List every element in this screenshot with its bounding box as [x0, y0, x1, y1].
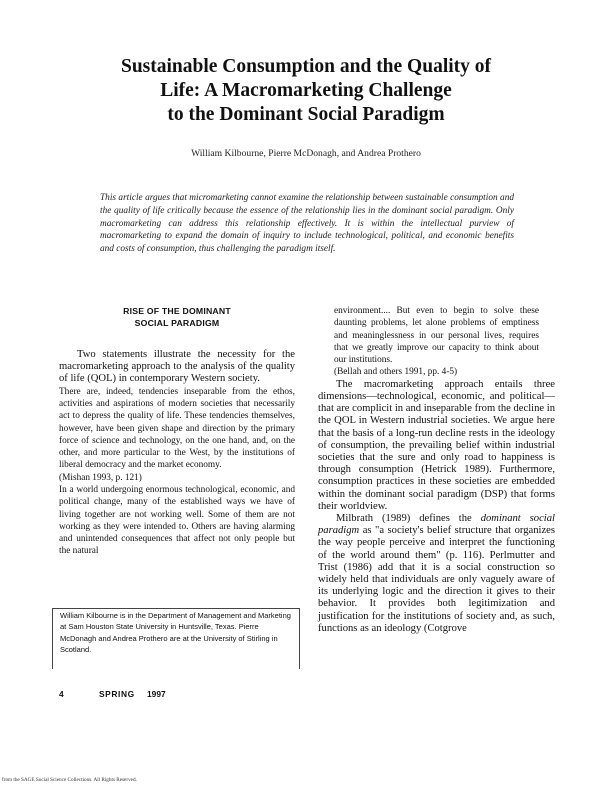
copyright-notice: from the SAGE Social Science Collections. All Rights Reserved. [2, 777, 137, 783]
left-column [59, 305, 295, 558]
issue-year: 1997 [147, 689, 166, 699]
page-footer [59, 689, 166, 699]
title-line: to the Dominant Social Paradigm [167, 104, 445, 126]
article-authors: William Kilbourne, Pierre McDonagh, and Andrea Prothero [191, 148, 421, 159]
quote-citation: (Mishan 1993, p. 121) [59, 472, 142, 483]
section-heading-line: RISE OF THE DOMINANT [123, 306, 231, 316]
title-line: Life: A Macromarketing Challenge [160, 80, 452, 102]
page-number: 4 [59, 689, 64, 699]
quote-text: There are, indeed, tendencies inseparable from the ethos, activities and aspirations of modern societies that necessarily act to depress the quality of life. These tendencies themselves, however, have been given shape and direction by the primary force of science and technology, on the one hand, and, on the other, and more particular to the West, by the institutions of liberal democracy and the market economy. [59, 386, 295, 471]
body-paragraph: The macromarketing approach entails three dimensions—technological, economic, and political—that are complicit in and inseparable from the decline in the QOL in Western industrial societies. We argue here that the basis of a long-run decline rests in the ideology of consumption, the prevailing belief within industrial societies that the sure and only road to happiness is through consumption (Hetrick 1989). Furthermore, consumption practices in these societies are embedded within the dominant social paradigm (DSP) that forms their worldview. [318, 378, 555, 512]
right-column [318, 305, 555, 635]
article-abstract: This article argues that micromarketing cannot examine the relationship between sustainable consumption and the quality of life critically because the essence of the relationship lies in the dominant social paradigm. Only macromarketing can address this relationship effectively. It is within the intellectual purview of macromarketing to expand the domain of inquiry to include technological, political, and economic benefits and costs of consumption, thus challenging the paradigm itself. [100, 193, 514, 255]
section-heading-line: SOCIAL PARADIGM [134, 318, 220, 328]
paragraph-text: Milbrath (1989) defines the [336, 513, 481, 525]
intro-paragraph: Two statements illustrate the necessity for the macromarketing approach to the analysis of the quality of life (QOL) in contemporary Western society. [59, 349, 295, 385]
section-heading [59, 305, 295, 329]
block-quote-bellah: In a world undergoing enormous technological, economic, and political change, many of the established ways we have of living together are not working well. Some of them are not working as they were intended to. Others are having alarming and unintended consequences that affect not only people but the natural [59, 484, 295, 557]
emphasized-term: dominant social paradigm [318, 513, 555, 537]
block-quote-bellah-continued [334, 305, 539, 379]
quote-text: environment.... But even to begin to solve these daunting problems, let alone problems of emptiness and meaninglessness in our personal lives, requires that we greatly improve our capacity to think about our institutions. [334, 306, 539, 366]
title-line: Sustainable Consumption and the Quality of [120, 56, 492, 78]
body-paragraph-milbrath [318, 513, 555, 635]
quote-citation: (Bellah and others 1991, pp. 4-5) [334, 367, 458, 378]
block-quote-mishan [59, 386, 295, 484]
article-title [40, 55, 572, 127]
paragraph-text: as "a society's belief structure that organizes the way people perceive and interpret the functioning of the world around them" (p. 116). Perlmutter and Trist (1986) add that it is a social construction so widely held that individuals are only vaguely aware of its underlying logic and the direction it gives to their behavior. It provides both legitimization and justification for the institutions of society and, as such, functions as an ideology (Cotgrove [318, 525, 555, 634]
author-footnote: William Kilbourne is in the Department of Management and Marketing at Sam Houston State University in Huntsville, Texas. Pierre McDonagh and Andrea Prothero are at the University of Stirling in Scotland. [60, 611, 291, 654]
issue-season: SPRING [99, 689, 135, 699]
